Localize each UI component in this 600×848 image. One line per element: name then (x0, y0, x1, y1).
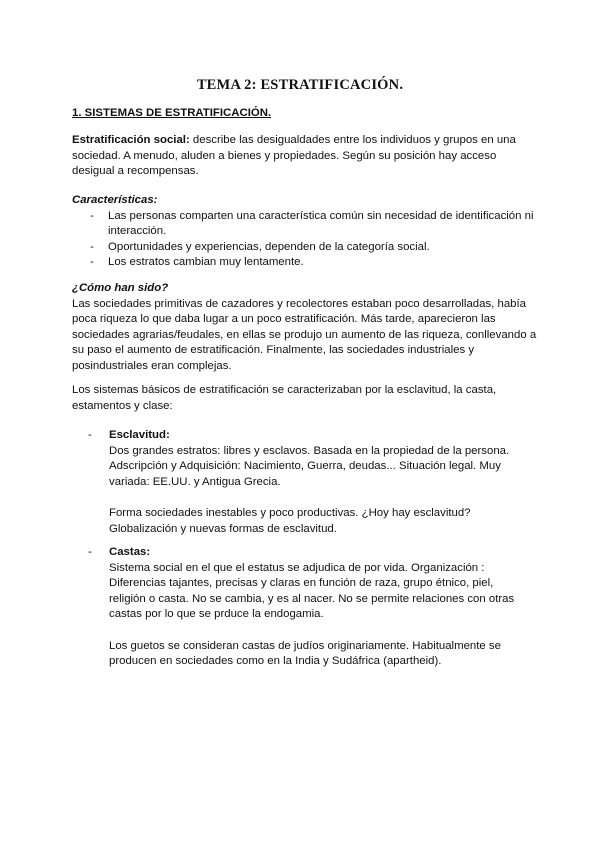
como-han-sido-heading: ¿Cómo han sido? (72, 282, 169, 294)
list-item (72, 255, 542, 271)
definition-paragraph (72, 133, 542, 180)
dash-bullet: - (90, 240, 94, 253)
sistemas-basicos-text: Los sistemas básicos de estratificación se caracterizaban por la esclavitud, la casta, estamentos y clase: (72, 384, 497, 412)
caracteristicas-heading: Características: (72, 194, 158, 206)
dash-bullet: - (90, 256, 94, 269)
castas-content (109, 545, 523, 670)
esclavitud-heading: Esclavitud: (109, 429, 170, 441)
definition-term: Estratificación social: (72, 134, 190, 146)
list-item-text: Oportunidades y experiencias, dependen de la categoría social. (108, 240, 430, 253)
caracteristicas-list (72, 209, 542, 271)
definition-line-2: sociedad. A menudo, aluden a bienes y propiedades. Según su posición hay acceso (72, 149, 497, 162)
list-item (72, 240, 542, 256)
castas-paragraph-1: Sistema social en el que el estatus se adjudica de por vida. Organización : Diferencias tajantes, precisas y claras en función de raza, grupo étnico, piel, religión o casta. No se cambia, y es al nacer. No se permite relaciones con otras castas por lo que se prduce la endogamia. (109, 561, 515, 621)
esclavitud-paragraph-1: Dos grandes estratos: libres y esclavos. Basada en la propiedad de la persona. Adscripción y Adquisición: Nacimiento, Guerra, deudas... Situación legal. Muy variada: EE.UU. y Antigua Grecia. (109, 444, 510, 488)
list-item (72, 209, 542, 240)
castas-heading: Castas: (109, 546, 151, 558)
como-han-sido-section (72, 281, 542, 375)
esclavitud-paragraph-2: Forma sociedades inestables y poco productivas. ¿Hoy hay esclavitud? Globalización y nuevas formas de esclavitud. (109, 506, 471, 535)
dash-bullet: - (88, 429, 92, 441)
definition-line-3: desigual a recompensas. (72, 165, 199, 178)
caracteristicas-section (72, 193, 542, 271)
definition-text-1: describe las desigualdades entre los individuos y grupos en una (189, 134, 516, 146)
castas-paragraph-2: Los guetos se consideran castas de judíos originariamente. Habitualmente se producen en sociedades como en la India y Sudáfrica (apartheid). (109, 639, 501, 668)
sistemas-basicos-paragraph (72, 383, 512, 414)
dash-bullet: - (88, 546, 92, 558)
list-item-text: Los estratos cambian muy lentamente. (108, 256, 304, 269)
list-item-text: Las personas comparten una característica común sin necesidad de identificación ni interacción. (108, 209, 534, 238)
esclavitud-content (109, 428, 519, 537)
section-heading-text: 1. SISTEMAS DE ESTRATIFICACIÓN. (72, 107, 272, 119)
como-han-sido-paragraph: Las sociedades primitivas de cazadores y recolectores estaban poco desarrolladas, había poca riqueza lo que daba lugar a un poco estratificación. Más tarde, aparecieron las sociedades agrarias/feudales, en ellas se produjo un aumento de las riqueza, conllevando a su paso el aumento de estratificación. Finalmente, las sociedades industriales y posindustriales eran complejas. (72, 297, 537, 372)
definition-line-1 (72, 133, 542, 149)
esclavitud-section (90, 428, 530, 537)
section-heading-sistemas (72, 106, 542, 122)
document-title: TEMA 2: ESTRATIFICACIÓN. (196, 77, 404, 93)
castas-section (90, 545, 530, 670)
dash-bullet: - (90, 209, 94, 222)
